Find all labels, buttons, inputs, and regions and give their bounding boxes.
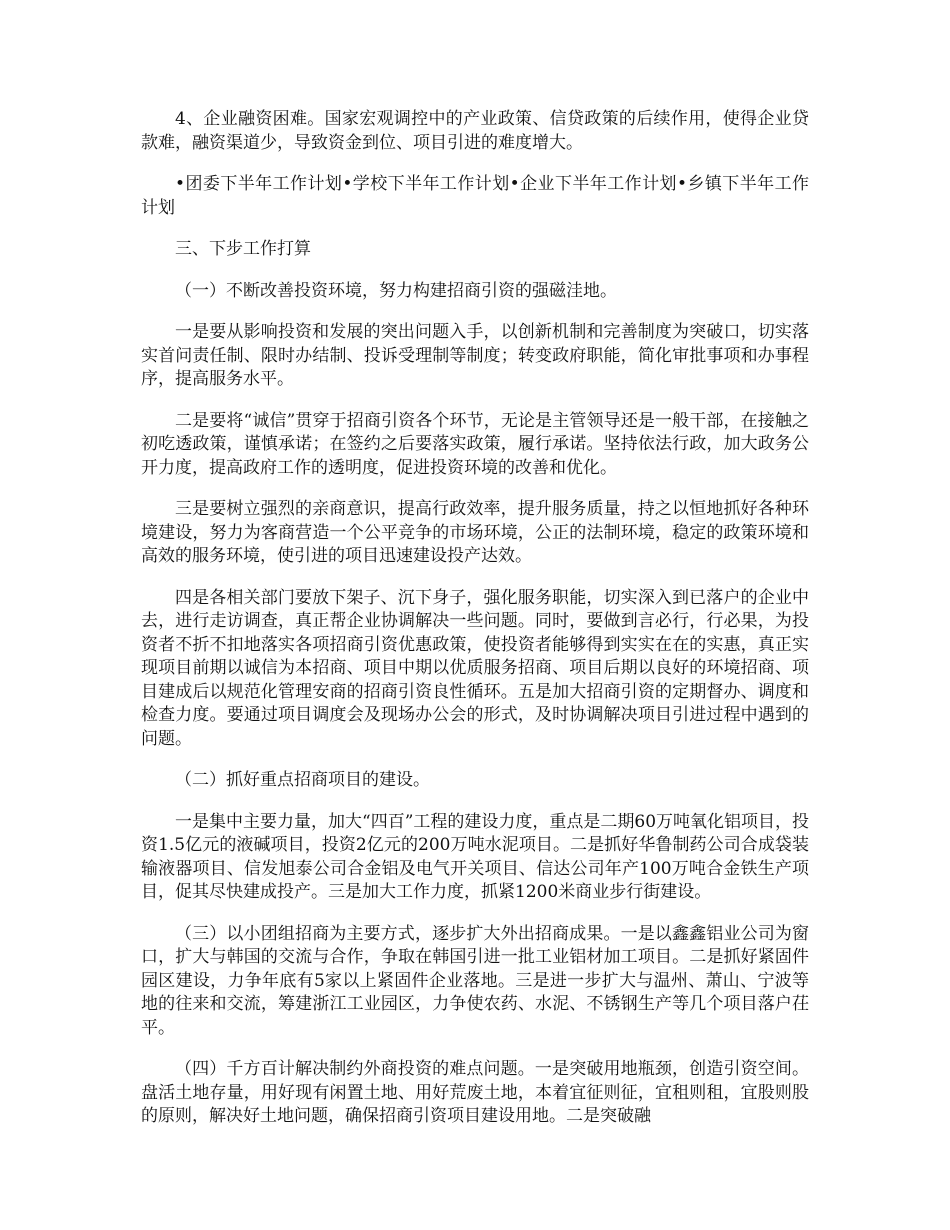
paragraph-financing-difficulty: 4、企业融资困难。国家宏观调控中的产业政策、信贷政策的后续作用，使得企业贷款难，融资渠道少，导致资金到位、项目引进的难度增大。 [141, 109, 809, 153]
related-links-paragraph[interactable]: •团委下半年工作计划•学校下半年工作计划•企业下半年工作计划•乡镇下半年工作计划 [141, 174, 809, 218]
subheading-improve-investment-environment: （一）不断改善投资环境，努力构建招商引资的强磁洼地。 [175, 280, 617, 301]
paragraph-key-projects: 一是集中主要力量，加大“四百”工程的建设力度，重点是二期60万吨氧化铝项目，投资1.5亿元的液碱项目，投资2亿元的200万吨水泥项目。二是抓好华鲁制药公司合成袋装输液器项目、信发旭泰公司合金铝及电气开关项目、信达公司年产100万吨合金铁生产项目，促其尽快建成投产。三是加大工作力度，抓紧1200米商业步行街建设。 [141, 811, 810, 902]
subheading-key-projects: （二）抓好重点招商项目的建设。 [175, 770, 430, 790]
paragraph-point-one: 一是要从影响投资和发展的突出问题入手，以创新机制和完善制度为突破口，切实落实首问责任制、限时办结制、投诉受理制等制度；转变政府职能，简化审批事项和办事程序，提高服务水平。 [141, 322, 809, 389]
document-body [141, 108, 809, 1147]
section-heading-next-steps: 三、下步工作打算 [175, 239, 311, 259]
paragraph-point-four: 四是各相关部门要放下架子、沉下身子，强化服务职能，切实深入到已落户的企业中去，进行走访调查，真正帮企业协调解决一些问题。同时，要做到言必行，行必果，为投资者不折不扣地落实各项招商引资优惠政策，使投资者能够得到实实在在的实惠，真正实现项目前期以诚信为本招商、项目中期以优质服务招商、项目后期以良好的环境招商、项目建成后以规范化管理安商的招商引资良性循环。五是加大招商引资的定期督办、调度和检查力度。要通过项目调度会及现场办公会的形式，及时协调解决项目引进过程中遇到的问题。 [141, 587, 809, 749]
paragraph-point-three: 三是要树立强烈的亲商意识，提高行政效率，提升服务质量，持之以恒地抓好各种环境建设，努力为客商营造一个公平竞争的市场环境，公正的法制环境，稳定的政策环境和高效的服务环境，使引进的项目迅速建设投产达效。 [141, 499, 809, 566]
paragraph-small-group-investment: （三）以小团组招商为主要方式，逐步扩大外出招商成果。一是以鑫鑫铝业公司为窗口，扩大与韩国的交流与合作，争取在韩国引进一批工业铝材加工项目。二是抓好紧固件园区建设，力争年底有5家以上紧固件企业落地。三是进一步扩大与温州、萧山、宁波等地的往来和交流，筹建浙江工业园区，力争使农药、水泥、不锈钢生产等几个项目落户茌平。 [141, 923, 809, 1038]
paragraph-point-two: 二是要将“诚信”贯穿于招商引资各个环节，无论是主管领导还是一般干部，在接触之初吃透政策，谨慎承诺；在签约之后要落实政策，履行承诺。坚持依法行政，加大政务公开力度，提高政府工作的透明度，促进投资环境的改善和优化。 [141, 410, 809, 478]
paragraph-solve-difficulties: （四）千方百计解决制约外商投资的难点问题。一是突破用地瓶颈，创造引资空间。盘活土地存量，用好现有闲置土地、用好荒废土地，本着宜征则征，宜租则租，宜股则股的原则，解决好土地问题，确保招商引资项目建设用地。二是突破融 [141, 1059, 809, 1126]
